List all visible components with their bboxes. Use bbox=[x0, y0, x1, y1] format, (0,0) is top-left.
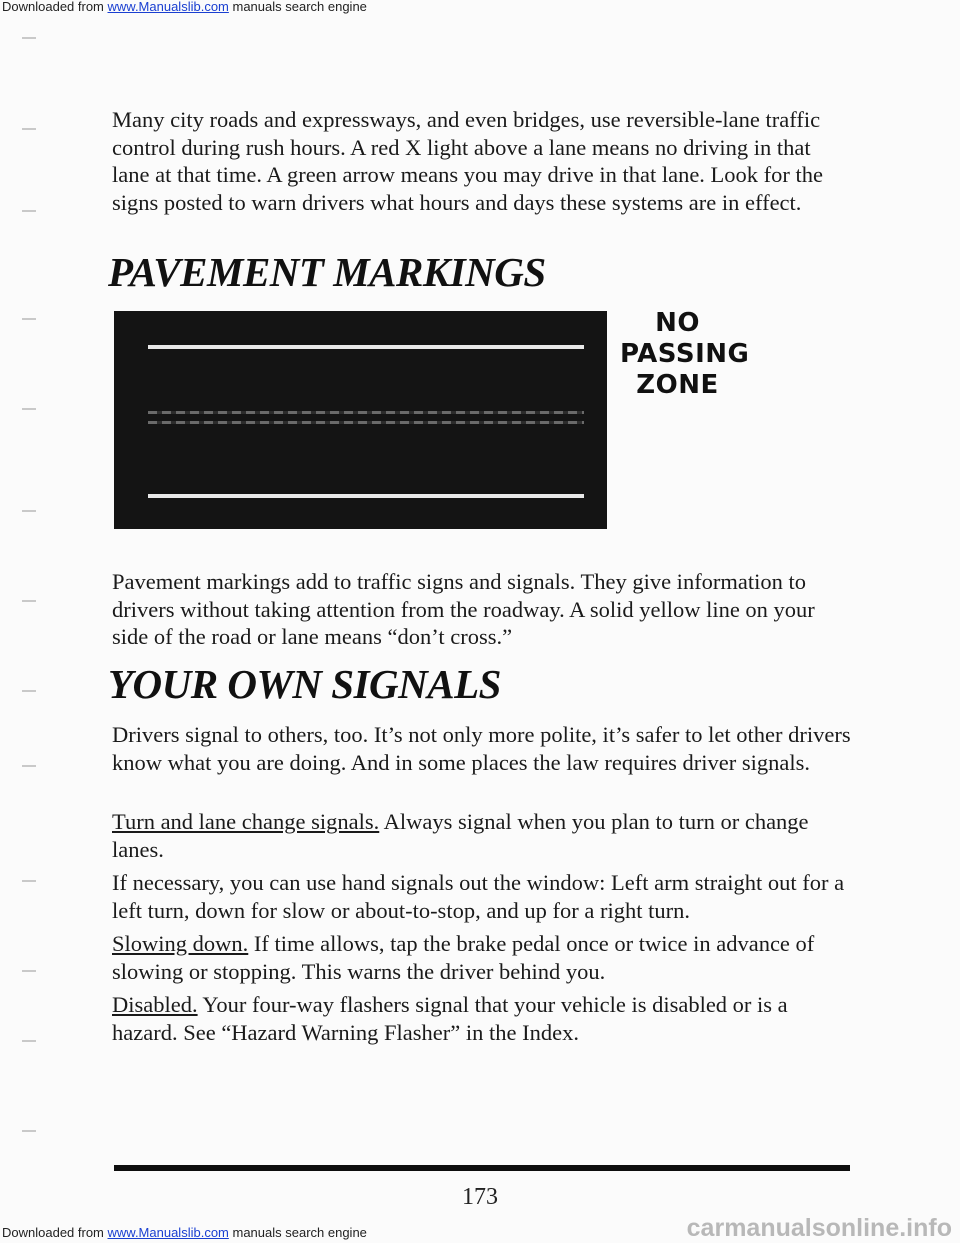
no-passing-zone-illustration bbox=[114, 311, 607, 529]
margin-mark bbox=[22, 880, 36, 882]
slowing-down-paragraph bbox=[112, 930, 852, 985]
footer-rule bbox=[114, 1165, 850, 1171]
turn-signals-label: Turn and lane change signals. bbox=[112, 809, 380, 834]
sign-line: NO bbox=[655, 308, 700, 338]
margin-mark bbox=[22, 318, 36, 320]
sign-line: ZONE bbox=[636, 370, 719, 400]
margin-mark bbox=[22, 970, 36, 972]
margin-mark bbox=[22, 510, 36, 512]
disabled-paragraph bbox=[112, 991, 852, 1046]
pavement-markings-heading: PAVEMENT MARKINGS bbox=[108, 249, 546, 295]
download-prefix: Downloaded from bbox=[2, 1225, 108, 1240]
disabled-text: Your four-way flashers signal that your vehicle is disabled or is a hazard. See “Hazard Warning Flasher” in the Index. bbox=[112, 992, 788, 1045]
margin-mark bbox=[22, 1040, 36, 1042]
manualslib-link[interactable]: www.Manualslib.com bbox=[107, 1225, 229, 1240]
hand-signals-paragraph: If necessary, you can use hand signals out the window: Left arm straight out for a left turn, down for slow or about-to-stop, and up for a right turn. bbox=[112, 870, 845, 923]
download-suffix: manuals search engine bbox=[228, 1225, 367, 1240]
road-solid-line-bottom bbox=[148, 494, 584, 498]
margin-mark bbox=[22, 128, 36, 130]
signals-intro-paragraph: Drivers signal to others, too. It’s not only more polite, it’s safer to let other drivers know what you are doing. And in some places the law requires driver signals. bbox=[112, 722, 851, 775]
margin-mark bbox=[22, 408, 36, 410]
page-number: 173 bbox=[462, 1184, 498, 1210]
download-suffix: manuals search engine bbox=[228, 0, 367, 14]
slowing-down-text: If time allows, tap the brake pedal once or twice in advance of slowing or stopping. This warns the driver behind you. bbox=[112, 931, 815, 984]
road-dashed-line bbox=[148, 421, 584, 424]
margin-mark bbox=[22, 690, 36, 692]
margin-mark bbox=[22, 765, 36, 767]
pavement-markings-paragraph: Pavement markings add to traffic signs and signals. They give information to drivers without taking attention from the roadway. A solid yellow line on your side of the road or lane means “don’t cross.” bbox=[112, 569, 815, 649]
road-dashed-line bbox=[148, 411, 584, 414]
margin-mark bbox=[22, 1130, 36, 1132]
manualslib-link[interactable]: www.Manualslib.com bbox=[107, 0, 229, 14]
margin-mark bbox=[22, 37, 36, 39]
sign-line: PASSING bbox=[620, 339, 750, 369]
disabled-label: Disabled. bbox=[112, 992, 198, 1017]
road-solid-line-top bbox=[148, 345, 584, 349]
intro-paragraph: Many city roads and expressways, and even bridges, use reversible-lane traffic control during rush hours. A red X light above a lane means no driving in that lane at that time. A green arrow means you may drive in that lane. Look for the signs posted to warn drivers what hours and days these systems are in effect. bbox=[112, 107, 824, 215]
margin-mark bbox=[22, 210, 36, 212]
your-own-signals-heading: YOUR OWN SIGNALS bbox=[108, 661, 501, 707]
turn-signals-paragraph bbox=[112, 808, 852, 863]
turn-signals-text: Always signal when you plan to turn or change lanes. bbox=[112, 809, 809, 862]
margin-mark bbox=[22, 600, 36, 602]
slowing-down-label: Slowing down. bbox=[112, 931, 249, 956]
no-passing-zone-label bbox=[620, 308, 750, 401]
watermark: carmanualsonline.info bbox=[686, 1214, 952, 1242]
download-banner bbox=[0, 0, 960, 18]
download-prefix: Downloaded from bbox=[2, 0, 108, 14]
